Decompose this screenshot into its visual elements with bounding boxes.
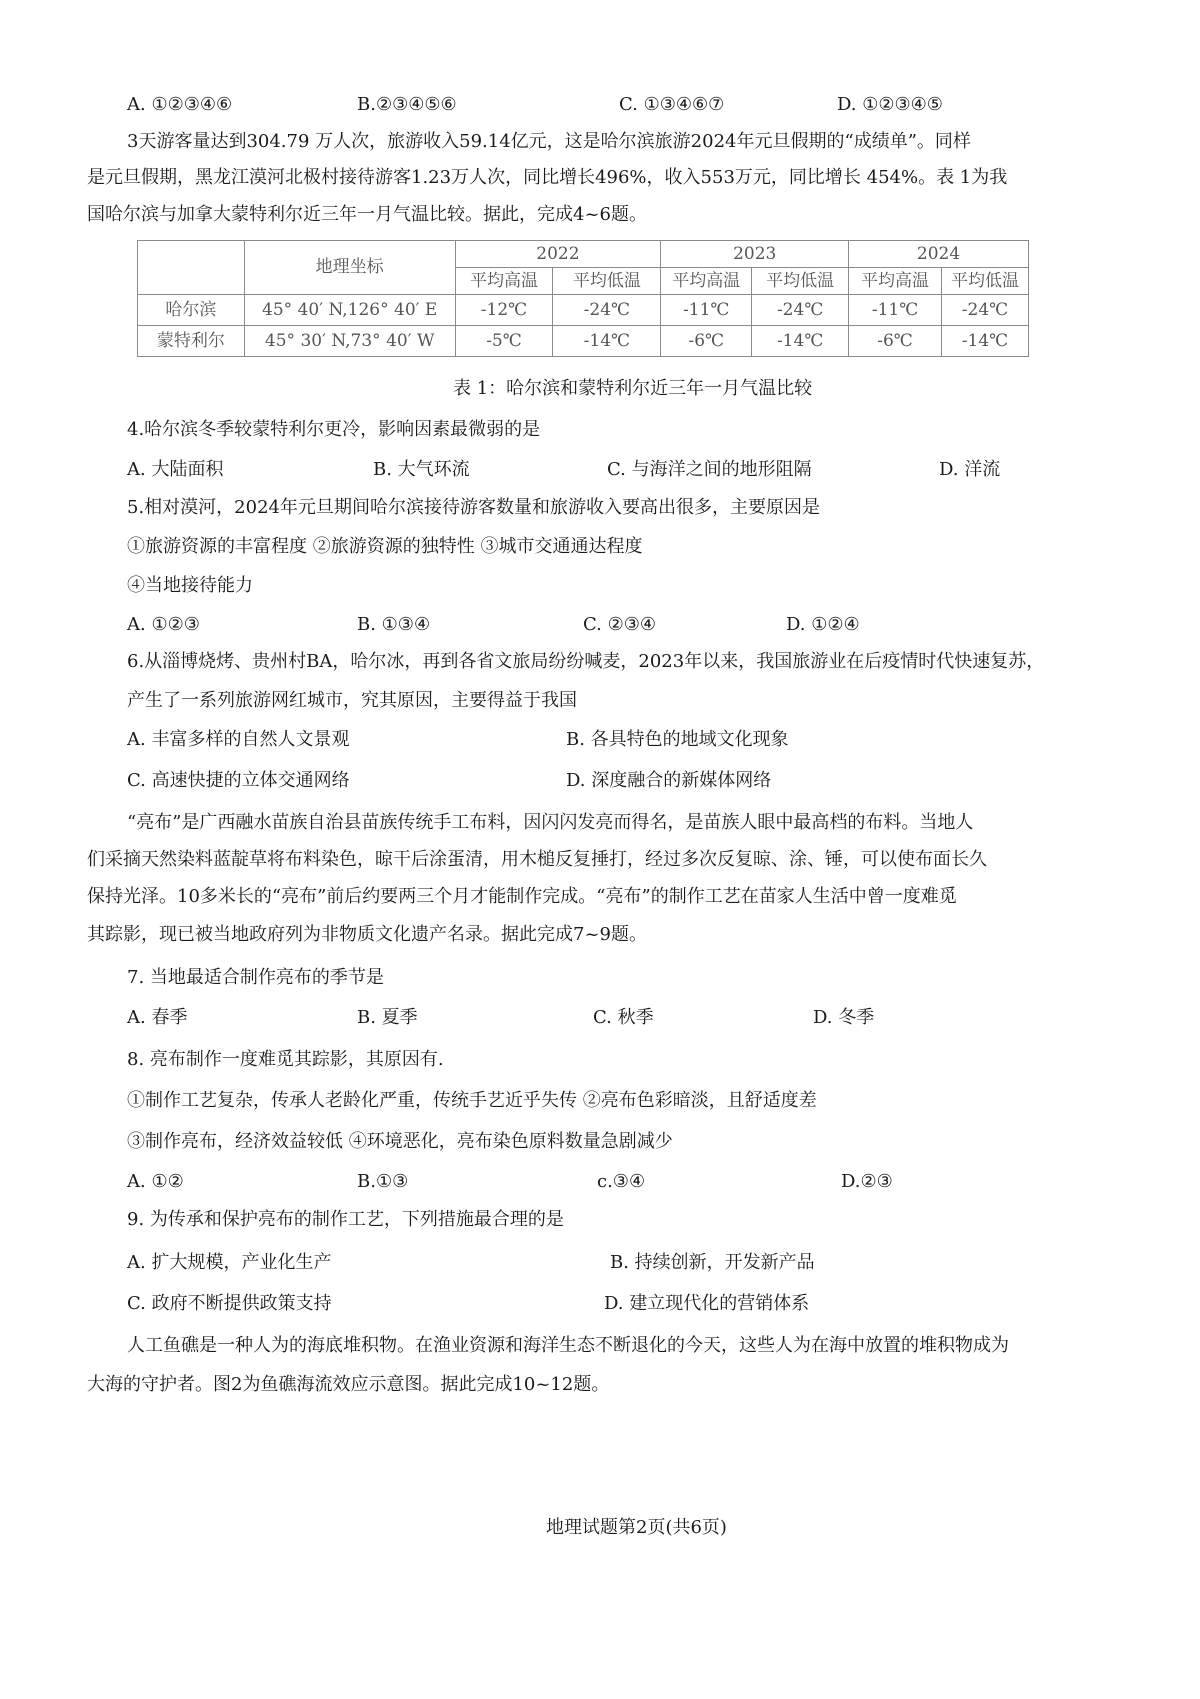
temp-cell: -14℃: [553, 326, 661, 357]
question-stem: 9. 为传承和保护亮布的制作工艺，下列措施最合理的是: [127, 1209, 564, 1230]
climate-table: [137, 240, 1029, 357]
table-row: [138, 295, 1029, 326]
option-c: C. 高速快捷的立体交通网络: [127, 770, 350, 791]
coord-cell: 45° 30′ N,73° 40′ W: [244, 326, 455, 357]
question-items: ④当地接待能力: [127, 575, 253, 596]
option-c: C. ②③④: [583, 614, 656, 635]
question-items: ①制作工艺复杂，传承人老龄化严重，传统手艺近乎失传 ②亮布色彩暗淡，且舒适度差: [127, 1090, 817, 1111]
high-temp-header: 平均高温: [849, 268, 942, 295]
passage-line: 人工鱼礁是一种人为的海底堆积物。在渔业资源和海洋生态不断退化的今天，这些人为在海中放置的堆积物成为: [127, 1335, 1009, 1356]
low-temp-header: 平均低温: [752, 268, 849, 295]
option-b: B. 夏季: [357, 1007, 418, 1028]
option-c: C. 秋季: [593, 1007, 654, 1028]
coord-header: 地理坐标: [244, 241, 455, 295]
option-a: A. ①②③④⑥: [127, 94, 233, 115]
temp-cell: -11℃: [661, 295, 752, 326]
passage-line: 保持光泽。10多米长的“亮布”前后约要两三个月才能制作完成。“亮布”的制作工艺在苗家人生活中曾一度难觅: [87, 886, 957, 907]
passage-line: 3天游客量达到304.79 万人次，旅游收入59.14亿元，这是哈尔滨旅游2024年元旦假期的“成绩单”。同样: [127, 131, 971, 152]
question-stem: 8. 亮布制作一度难觅其踪影，其原因有.: [127, 1049, 444, 1070]
table-corner-cell: [138, 241, 245, 295]
option-d: D. ①②④: [786, 614, 860, 635]
temp-cell: -14℃: [752, 326, 849, 357]
year-header: 2022: [455, 241, 661, 268]
passage-line: 国哈尔滨与加拿大蒙特利尔近三年一月气温比较。据此，完成4~6题。: [87, 204, 647, 225]
temp-cell: -6℃: [661, 326, 752, 357]
year-header: 2024: [849, 241, 1029, 268]
passage-line: 是元旦假期，黑龙江漠河北极村接待游客1.23万人次，同比增长496%，收入553万元，同比增长 454%。表 1为我: [87, 167, 1008, 188]
option-a: A. 大陆面积: [127, 459, 224, 480]
temp-cell: -24℃: [942, 295, 1029, 326]
option-d: D. 深度融合的新媒体网络: [566, 770, 772, 791]
question-items: ①旅游资源的丰富程度 ②旅游资源的独特性 ③城市交通通达程度: [127, 536, 643, 557]
option-a: A. 春季: [127, 1007, 188, 1028]
option-c: C. 与海洋之间的地形阻隔: [607, 459, 812, 480]
option-c: C. 政府不断提供政策支持: [127, 1293, 332, 1314]
option-d: D. 冬季: [813, 1007, 875, 1028]
option-d: D.②③: [841, 1171, 893, 1192]
option-d: D. ①②③④⑤: [837, 94, 943, 115]
passage-line: “亮布”是广西融水苗族自治县苗族传统手工布料，因闪闪发亮而得名，是苗族人眼中最高档的布料。当地人: [127, 812, 974, 833]
option-a: A. ①②: [127, 1171, 184, 1192]
option-b: B. 各具特色的地域文化现象: [566, 729, 789, 750]
option-d: D. 洋流: [939, 459, 1001, 480]
low-temp-header: 平均低温: [942, 268, 1029, 295]
passage-line: 们采摘天然染料蓝靛草将布料染色，晾干后涂蛋清，用木槌反复捶打，经过多次反复晾、涂、锤，可以使布面长久: [87, 849, 987, 870]
table-caption: 表 1：哈尔滨和蒙特利尔近三年一月气温比较: [453, 378, 813, 399]
coord-cell: 45° 40′ N,126° 40′ E: [244, 295, 455, 326]
page-footer: 地理试题第2页(共6页): [546, 1517, 727, 1538]
temp-cell: -11℃: [849, 295, 942, 326]
option-a: A. ①②③: [127, 614, 200, 635]
temp-cell: -24℃: [752, 295, 849, 326]
year-header: 2023: [661, 241, 849, 268]
temp-cell: -5℃: [455, 326, 553, 357]
question-stem: 5.相对漠河，2024年元旦期间哈尔滨接待游客数量和旅游收入要高出很多，主要原因是: [127, 497, 820, 518]
temp-cell: -14℃: [942, 326, 1029, 357]
question-stem: 6.从淄博烧烤、贵州村BA，哈尔冰，再到各省文旅局纷纷喊麦，2023年以来，我国旅游业在后疫情时代快速复苏，: [127, 651, 1045, 672]
temp-cell: -6℃: [849, 326, 942, 357]
option-c: c.③④: [597, 1171, 646, 1192]
temp-cell: -12℃: [455, 295, 553, 326]
option-b: B. 持续创新，开发新产品: [610, 1252, 815, 1273]
question-stem: 产生了一系列旅游网红城市，究其原因，主要得益于我国: [127, 690, 577, 711]
passage-line: 大海的守护者。图2为鱼礁海流效应示意图。据此完成10~12题。: [87, 1374, 610, 1395]
option-c: C. ①③④⑥⑦: [619, 94, 725, 115]
question-stem: 4.哈尔滨冬季较蒙特利尔更冷，影响因素最微弱的是: [127, 419, 541, 440]
table-row: [138, 326, 1029, 357]
city-cell: 哈尔滨: [138, 295, 245, 326]
high-temp-header: 平均高温: [455, 268, 553, 295]
option-b: B.①③: [357, 1171, 409, 1192]
city-cell: 蒙特利尔: [138, 326, 245, 357]
passage-line: 其踪影，现已被当地政府列为非物质文化遗产名录。据此完成7~9题。: [87, 924, 647, 945]
option-b: B. 大气环流: [373, 459, 470, 480]
question-stem: 7. 当地最适合制作亮布的季节是: [127, 967, 384, 988]
option-a: A. 扩大规模，产业化生产: [127, 1252, 332, 1273]
option-d: D. 建立现代化的营销体系: [604, 1293, 810, 1314]
option-b: B. ①③④: [357, 614, 431, 635]
question-items: ③制作亮布，经济效益较低 ④环境恶化，亮布染色原料数量急剧减少: [127, 1131, 673, 1152]
high-temp-header: 平均高温: [661, 268, 752, 295]
temp-cell: -24℃: [553, 295, 661, 326]
low-temp-header: 平均低温: [553, 268, 661, 295]
option-a: A. 丰富多样的自然人文景观: [127, 729, 350, 750]
option-b: B.②③④⑤⑥: [357, 94, 457, 115]
